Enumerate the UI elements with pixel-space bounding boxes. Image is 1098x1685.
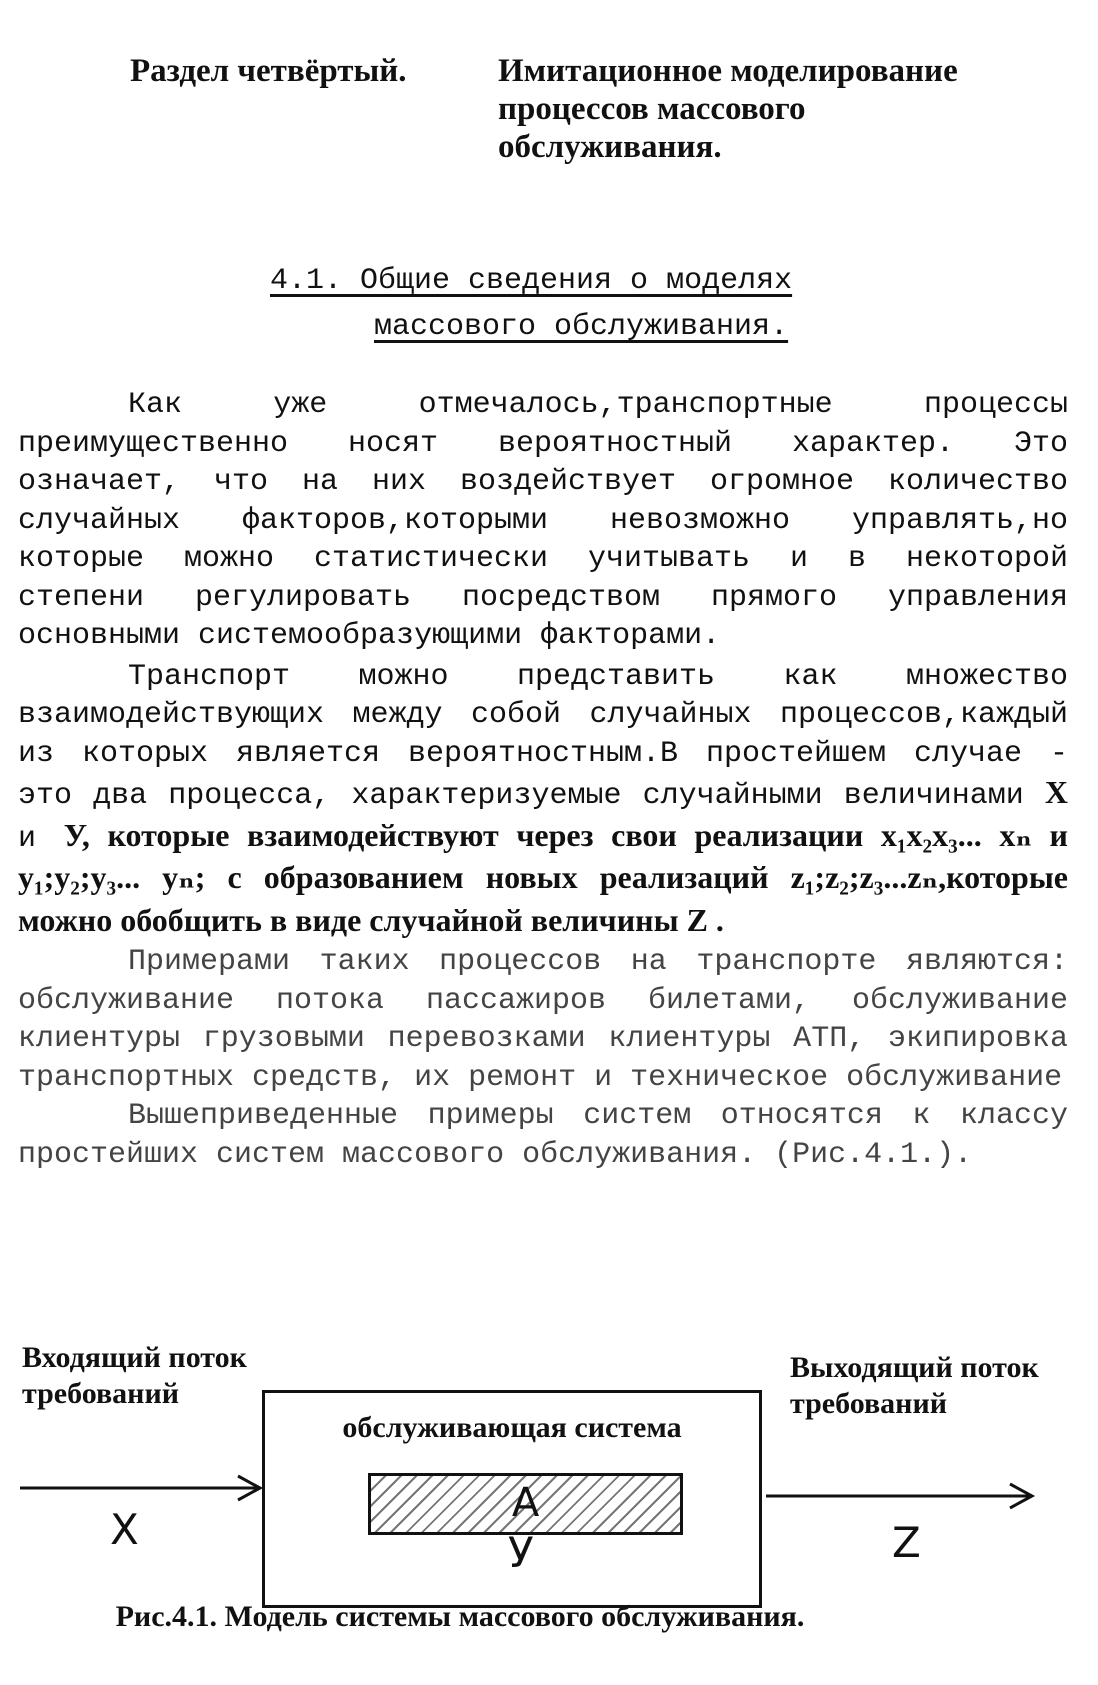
output-flow-label: Выходящий поток требований: [790, 1351, 1039, 1420]
paragraph-3: Примерами таких процессов на транспорте являются: обслуживание потока пассажиров билетами, обслуживание клиентуры грузовыми перевозками клиентуры АТП, экипировка транспортных средств, их ремонт и техническое обслуживание: [18, 945, 1068, 1095]
section-label: Раздел четвёртый.: [130, 53, 407, 89]
section-title: Имитационное моделирование процессов массового обслуживания.: [498, 53, 958, 165]
service-system-label: обслуживающая система: [342, 1411, 682, 1444]
service-channel-label: A: [511, 1480, 540, 1526]
paragraph-4: Вышеприведенные примеры систем относятся к классу простейших систем массового обслуживания. (Рис.4.1.).: [18, 1099, 1068, 1172]
paragraph-1: Как уже отмечалось,транспортные процессы преимущественно носят вероятностный характер. Это означает, что на них воздействует огромное количество случайных факторов,которыми невозможно управлять,но которые можно статистически учитывать и в некоторой степени регулировать посредством прямого управления основными системообразующими факторами.: [18, 388, 1068, 653]
variable-x: X: [1044, 774, 1068, 810]
figure-queue-model: [0, 1340, 1098, 1660]
paragraph-2-bold-text: , которые взаимодействуют через свои реализации x₁x₂x₃... xₙ и y₁;y₂;y₃... yₙ; с образованием новых реализаций z₁;z₂;z₃...zₙ,которые можно обобщить в виде случайной величины Z .: [18, 816, 1068, 938]
chapter-heading-line-2: массового обслуживания.: [374, 310, 789, 344]
conjunction: и: [18, 821, 64, 856]
chapter-heading-line-1: 4.1. Общие сведения о моделях: [270, 264, 793, 298]
paragraph-2-text: Транспорт можно представить как множество взаимодействующих между собой случайных процессов,каждый из которых является вероятностным.В простейшем случае - это два процесса, характеризуемые случайными величинами: [18, 659, 1068, 813]
input-flow-label: Входящий поток требований: [22, 1341, 247, 1410]
input-variable: X: [110, 1505, 139, 1554]
output-variable: Z: [892, 1518, 921, 1567]
paragraph-2: [18, 658, 1068, 944]
service-channel: [368, 1473, 683, 1535]
output-arrow: [766, 1484, 1032, 1508]
system-variable: У: [508, 1528, 534, 1577]
input-arrow: [20, 1476, 260, 1500]
body-text: [18, 386, 1068, 1174]
figure-caption: Рис.4.1. Модель системы массового обслуживания.: [115, 1600, 805, 1633]
variable-y: У: [63, 816, 82, 853]
chapter-heading: [270, 258, 890, 350]
